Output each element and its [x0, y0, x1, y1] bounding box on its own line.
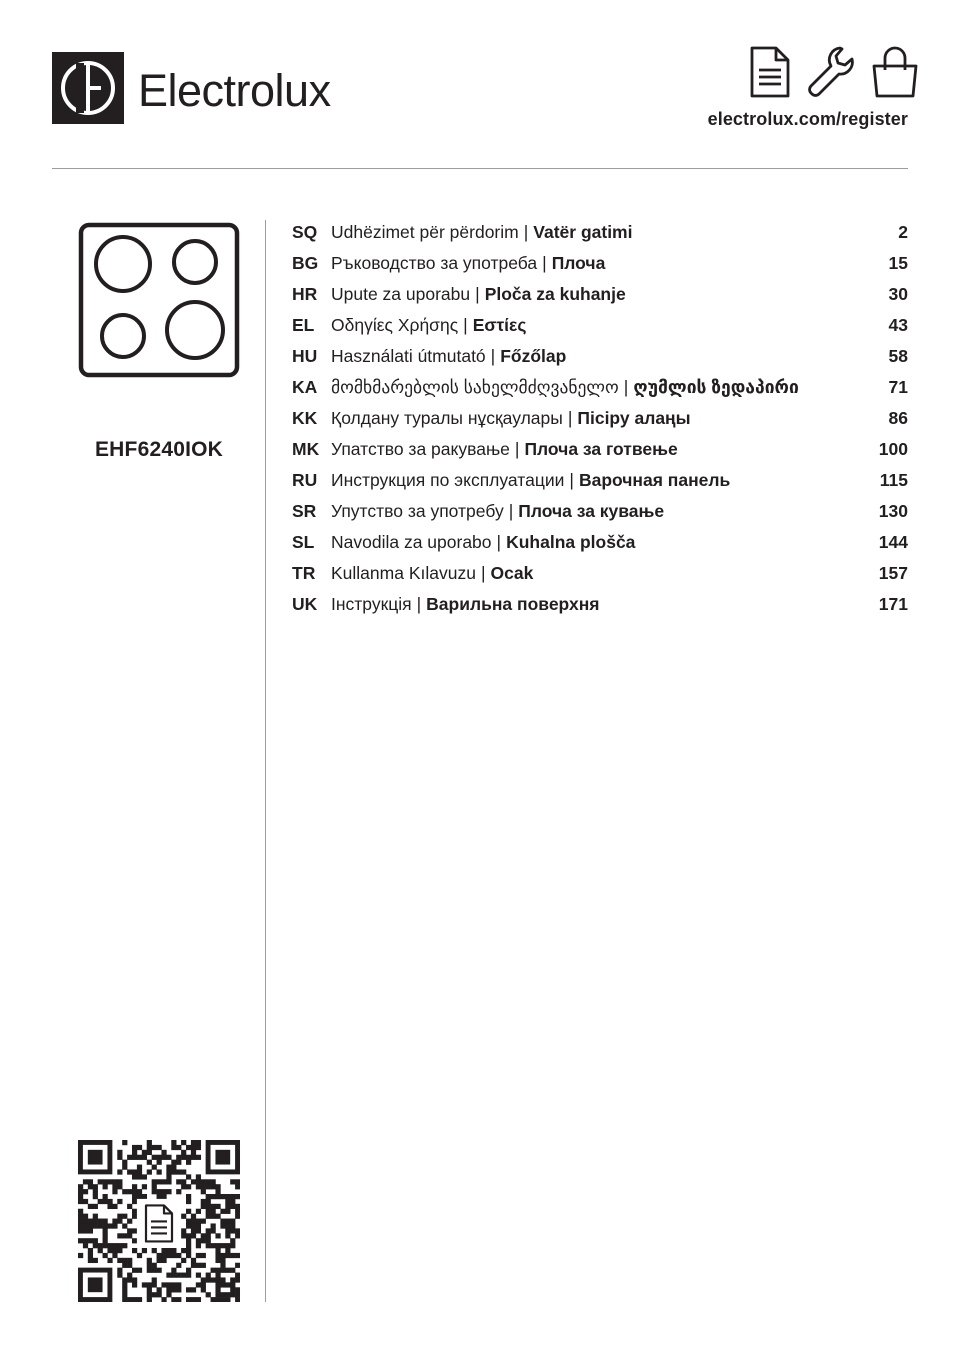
toc-entry: [331, 253, 858, 274]
toc-page-number: 130: [878, 501, 908, 521]
toc-page-number: 2: [898, 222, 908, 242]
toc-product-name: Варильна поверхня: [426, 594, 600, 614]
toc-manual-title: Udhëzimet për përdorim: [331, 222, 519, 242]
toc-product-name: Плоча: [551, 253, 606, 273]
toc-separator: |: [496, 532, 502, 552]
toc-separator: |: [542, 253, 547, 273]
toc-entry: [331, 563, 858, 584]
toc-page-number: 144: [878, 532, 908, 552]
toc-product-name: Варочная панель: [578, 470, 731, 490]
toc-entry: [331, 501, 858, 522]
toc-row-sl[interactable]: [292, 532, 908, 563]
toc-separator: |: [416, 594, 422, 614]
toc-row-kk[interactable]: [292, 408, 908, 439]
document-icon[interactable]: [748, 44, 792, 100]
toc-separator: |: [523, 222, 529, 242]
toc-manual-title: Инструкция по эксплуатации: [331, 470, 565, 490]
toc-separator: |: [569, 470, 574, 490]
toc-language-code: SR: [292, 501, 317, 521]
toc-row-sr[interactable]: [292, 501, 908, 532]
header-divider: [52, 168, 908, 169]
toc-entry: [331, 594, 858, 615]
toc-product-name: Főzőlap: [500, 346, 567, 366]
toc-entry: [331, 408, 858, 429]
toc-row-ka[interactable]: [292, 377, 908, 408]
toc-language-code: RU: [292, 470, 318, 490]
toc-row-bg[interactable]: [292, 253, 908, 284]
toc-page-number: 115: [879, 470, 908, 490]
toc-language-code: SQ: [292, 222, 318, 242]
toc-manual-title: Upute za uporabu: [331, 284, 471, 304]
toc-manual-title: Ръководство за употреба: [331, 253, 538, 273]
toc-entry: [331, 532, 858, 553]
toc-entry: [331, 377, 858, 398]
toc-row-ru[interactable]: [292, 470, 908, 501]
toc-row-hr[interactable]: [292, 284, 908, 315]
toc-manual-title: Упатство за ракување: [331, 439, 510, 459]
toc-row-el[interactable]: [292, 315, 908, 346]
brand-name: Electrolux: [138, 64, 331, 116]
toc-product-name: ღუმლის ზედაპირი: [633, 377, 799, 397]
toc-separator: |: [480, 563, 486, 583]
toc-manual-title: Қолдану туралы нұсқаулары: [331, 408, 563, 428]
toc-entry: [331, 222, 858, 243]
toc-manual-title: Інструкція: [331, 594, 412, 614]
brand-logo: [52, 52, 331, 124]
toc-language-code: EL: [292, 315, 315, 335]
column-divider: [265, 220, 266, 1302]
toc-page-number: 171: [878, 594, 908, 614]
toc-row-tr[interactable]: [292, 563, 908, 594]
toc-language-code: HR: [292, 284, 318, 304]
toc-product-name: Εστίες: [472, 315, 527, 335]
language-toc: [292, 222, 908, 625]
toc-language-code: BG: [292, 253, 319, 273]
toc-row-uk[interactable]: [292, 594, 908, 625]
toc-row-sq[interactable]: [292, 222, 908, 253]
toc-separator: |: [463, 315, 468, 335]
toc-entry: [331, 439, 858, 460]
toc-page-number: 157: [878, 563, 908, 583]
shopping-bag-icon[interactable]: [870, 44, 920, 100]
register-link[interactable]: electrolux.com/register: [707, 109, 908, 129]
toc-language-code: TR: [292, 563, 316, 583]
toc-separator: |: [514, 439, 520, 459]
toc-page-number: 15: [888, 253, 908, 273]
toc-language-code: KK: [292, 408, 318, 428]
toc-product-name: Vatër gatimi: [533, 222, 633, 242]
toc-language-code: MK: [292, 439, 320, 459]
toc-manual-title: Упутство за употребу: [331, 501, 504, 521]
toc-language-code: SL: [292, 532, 315, 552]
toc-language-code: UK: [292, 594, 318, 614]
toc-separator: |: [490, 346, 496, 366]
toc-language-code: KA: [292, 377, 318, 397]
electrolux-logo-mark-icon: [52, 52, 124, 124]
toc-product-name: Ploča za kuhanje: [484, 284, 626, 304]
toc-separator: |: [475, 284, 480, 304]
toc-manual-title: Használati útmutató: [331, 346, 486, 366]
toc-entry: [331, 284, 858, 305]
toc-page-number: 71: [888, 377, 908, 397]
toc-product-name: Kuhalna plošča: [506, 532, 636, 552]
toc-page-number: 43: [888, 315, 908, 335]
wrench-icon[interactable]: [806, 44, 856, 100]
toc-product-name: Плоча за готвење: [524, 439, 678, 459]
toc-language-code: HU: [292, 346, 318, 366]
qr-code-icon[interactable]: [78, 1140, 240, 1302]
toc-manual-title: Kullanma Kılavuzu: [331, 563, 476, 583]
toc-row-hu[interactable]: [292, 346, 908, 377]
toc-separator: |: [623, 377, 629, 397]
toc-product-name: Ocak: [490, 563, 534, 583]
toc-separator: |: [567, 408, 573, 428]
hob-four-zones-icon: [78, 222, 240, 378]
toc-product-name: Пісіру алаңы: [577, 408, 691, 428]
toc-manual-title: მომხმარებლის სახელმძღვანელო: [331, 377, 619, 397]
toc-page-number: 86: [888, 408, 908, 428]
toc-separator: |: [508, 501, 514, 521]
toc-page-number: 58: [888, 346, 908, 366]
toc-page-number: 100: [878, 439, 908, 459]
toc-entry: [331, 346, 858, 367]
model-number: EHF6240IOK: [94, 438, 224, 461]
toc-row-mk[interactable]: [292, 439, 908, 470]
header-icons: [748, 44, 920, 100]
toc-page-number: 30: [888, 284, 908, 304]
toc-product-name: Плоча за кување: [518, 501, 665, 521]
toc-manual-title: Οδηγίες Χρήσης: [331, 315, 459, 335]
toc-entry: [331, 315, 858, 336]
toc-manual-title: Navodila za uporabo: [331, 532, 492, 552]
toc-entry: [331, 470, 858, 491]
